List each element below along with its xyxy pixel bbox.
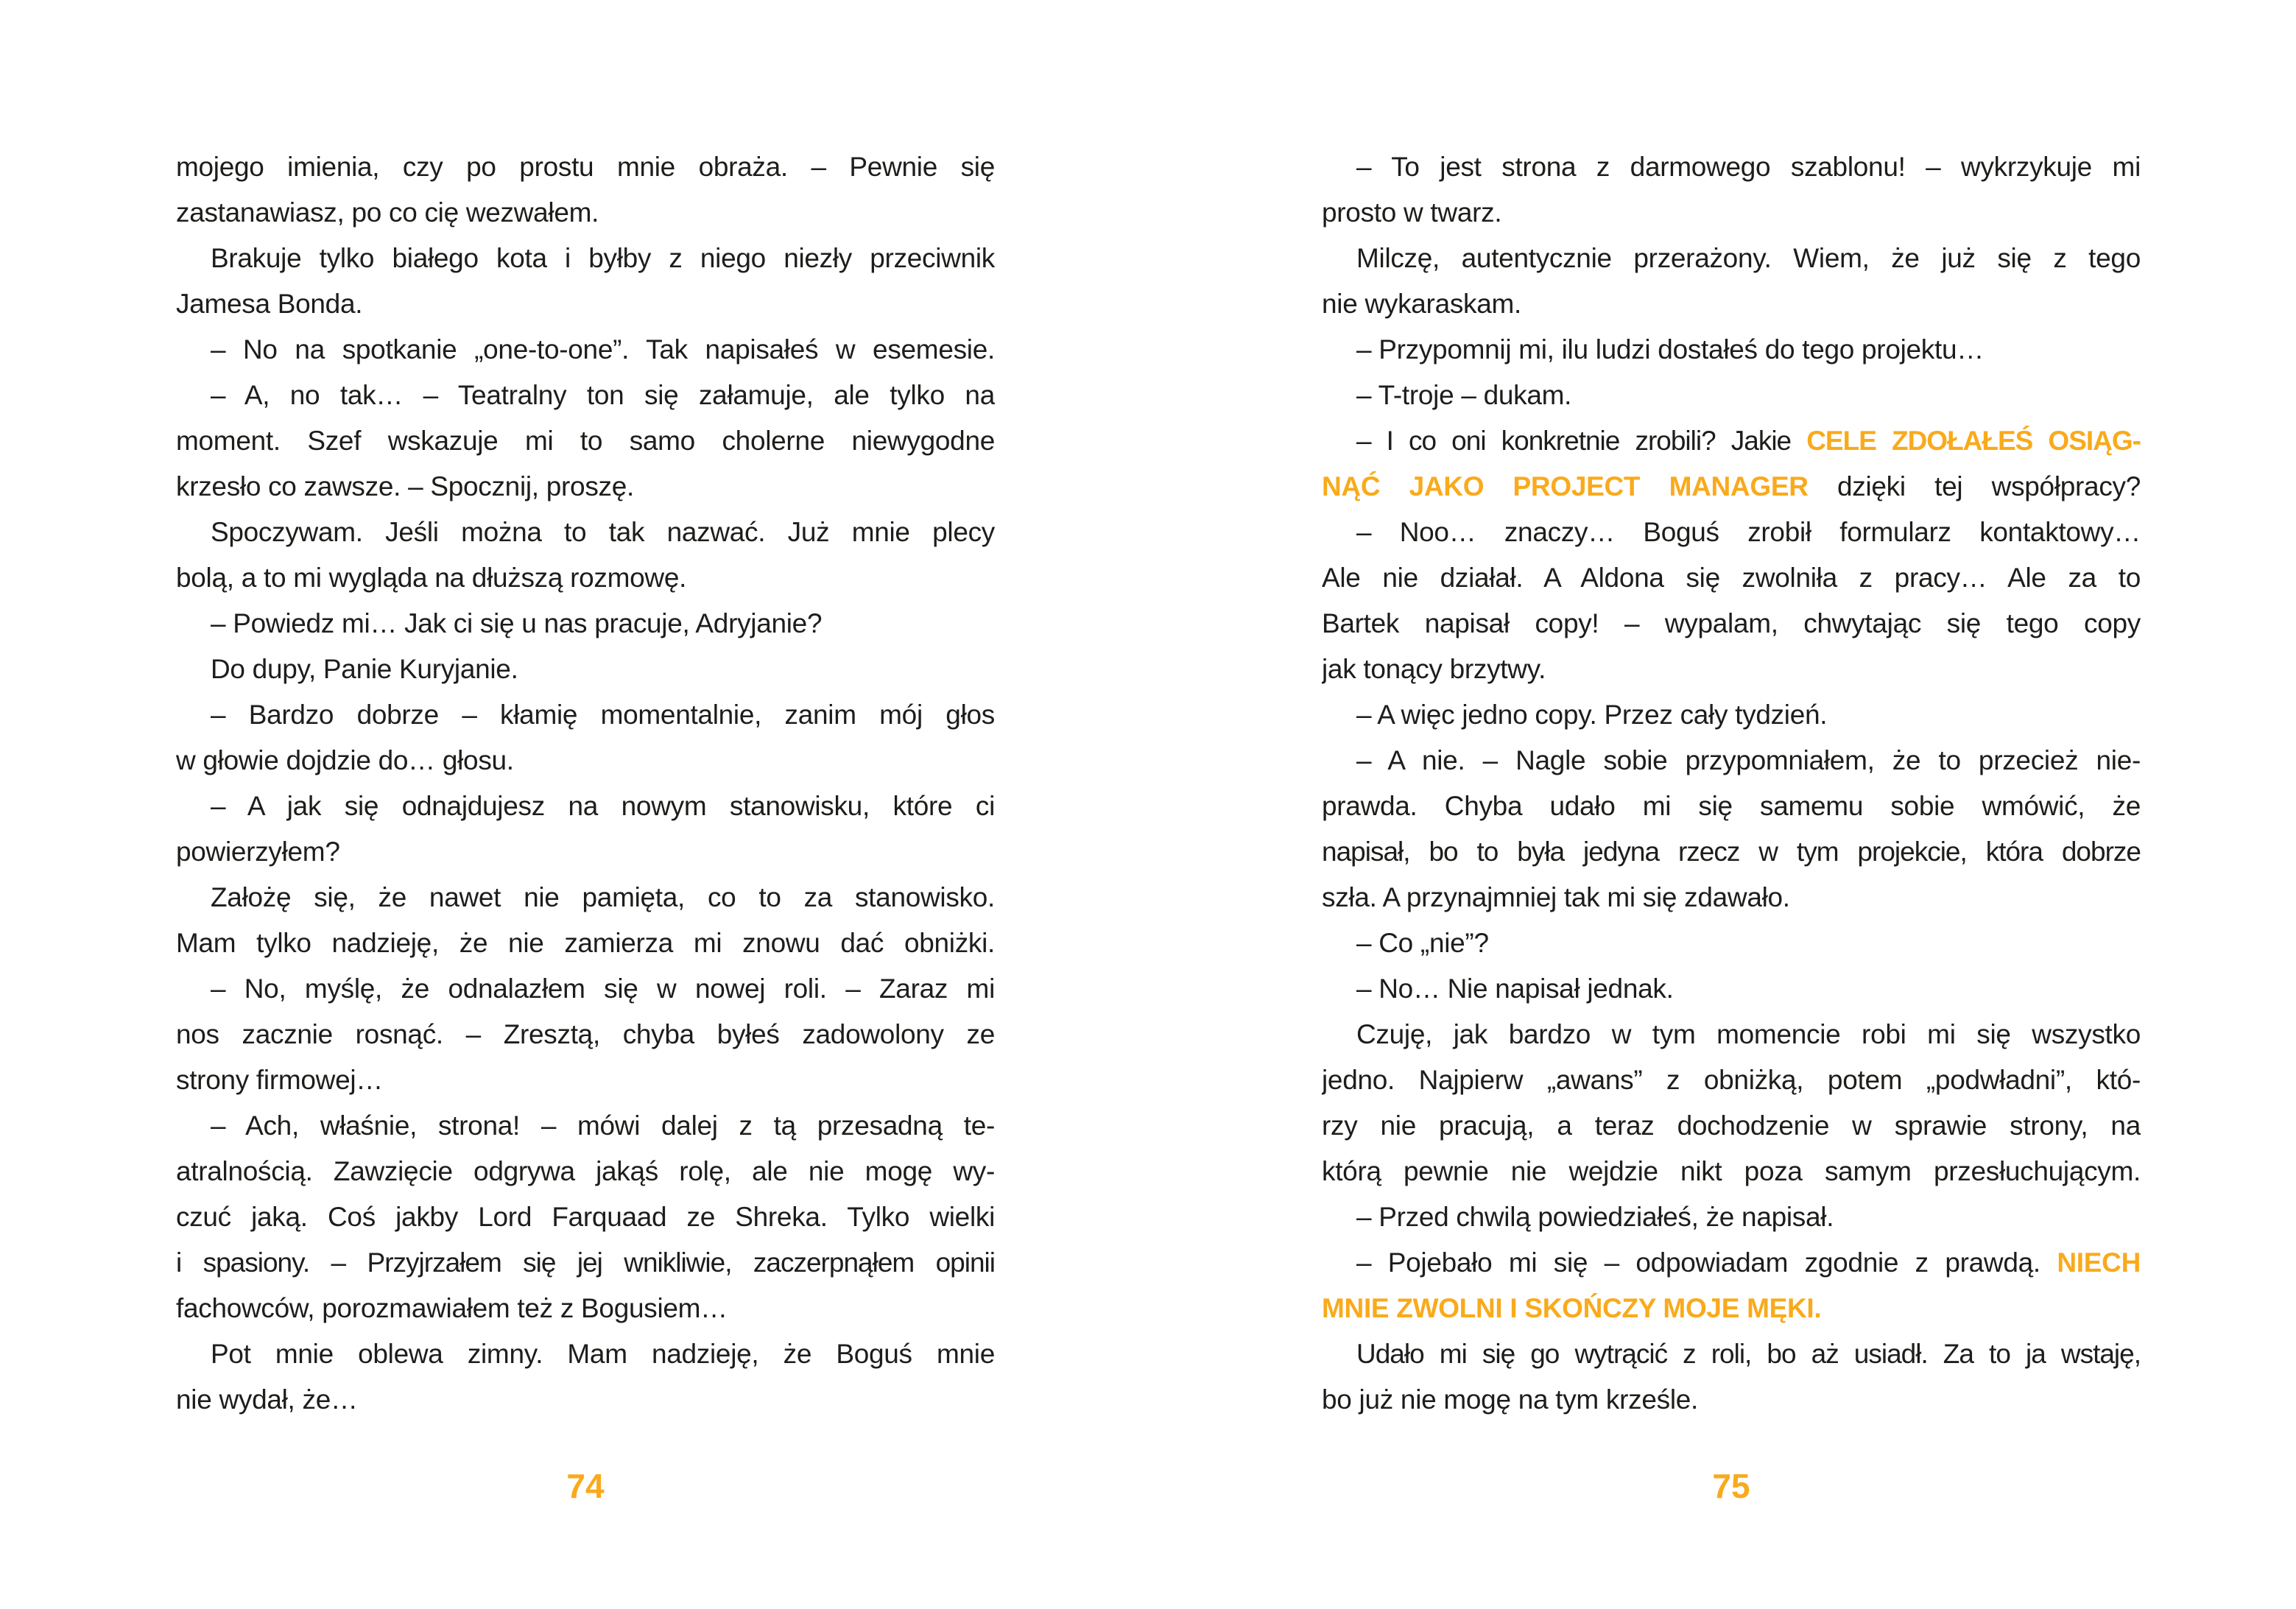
body-text: – Noo… znaczy… Boguś zrobił formularz kontaktowy… [1356, 517, 2141, 547]
body-text: jak tonący brzytwy. [1322, 654, 1546, 684]
body-text: – A nie. – Nagle sobie przypomniałem, że to przecież nie- [1356, 745, 2141, 775]
body-text: Brakuje tylko białego kota i byłby z niego niezły przeciwnik [211, 243, 995, 273]
text-line [1322, 1103, 2141, 1149]
text-line [1322, 829, 2141, 875]
body-text: szła. A przynajmniej tak mi się zdawało. [1322, 882, 1790, 912]
highlight-text: MNIE ZWOLNI I SKOŃCZY MOJE MĘKI. [1322, 1293, 1822, 1323]
body-text: Udało mi się go wytrącić z roli, bo aż usiadł. Za to ja wstaję, [1356, 1339, 2141, 1369]
text-line [176, 1149, 995, 1194]
text-line [176, 1194, 995, 1240]
text-line [176, 236, 995, 281]
highlight-text: NĄĆ JAKO PROJECT MANAGER [1322, 471, 1809, 501]
body-text: powierzyłem? [176, 837, 340, 867]
text-line [176, 829, 995, 875]
highlight-text: NIECH [2057, 1247, 2141, 1278]
body-text: czuć jaką. Coś jakby Lord Farquaad ze Shreka. Tylko wielki [176, 1202, 995, 1232]
text-line [1322, 1149, 2141, 1194]
body-text: Bartek napisał copy! – wypalam, chwytając się tego copy [1322, 608, 2141, 638]
text-line [176, 281, 995, 327]
text-line [1322, 784, 2141, 829]
text-line [176, 555, 995, 601]
text-line [176, 327, 995, 373]
body-text: Pot mnie oblewa zimny. Mam nadzieję, że Boguś mnie [211, 1339, 995, 1369]
body-text: Założę się, że nawet nie pamięta, co to za stanowisko. [211, 882, 995, 912]
text-line [1322, 144, 2141, 190]
text-line [1322, 1057, 2141, 1103]
body-text: – No, myślę, że odnalazłem się w nowej roli. – Zaraz mi [211, 974, 995, 1004]
body-text: prawda. Chyba udało mi się samemu sobie wmówić, że [1322, 791, 2141, 821]
text-line [1322, 373, 2141, 418]
body-text: – Co „nie”? [1356, 928, 1489, 958]
body-text: – No… Nie napisał jednak. [1356, 974, 1674, 1004]
body-text: nie wydał, że… [176, 1384, 358, 1415]
body-text: prosto w twarz. [1322, 197, 1502, 228]
body-text: nos zacznie rosnąć. – Zresztą, chyba byłeś zadowolony ze [176, 1019, 995, 1049]
text-line [176, 647, 995, 692]
text-line [1322, 1377, 2141, 1423]
text-line [1322, 1240, 2141, 1286]
text-line [176, 510, 995, 555]
text-line [176, 1286, 995, 1331]
body-text: – Przed chwilą powiedziałeś, że napisał. [1356, 1202, 1834, 1232]
text-line [1322, 1286, 2141, 1331]
body-text: bo już nie mogę na tym krześle. [1322, 1384, 1698, 1415]
body-text: atralnością. Zawzięcie odgrywa jakąś rolę, ale nie mogę wy- [176, 1156, 995, 1186]
text-line [176, 601, 995, 647]
text-line [1322, 920, 2141, 966]
body-text: strony firmowej… [176, 1065, 383, 1095]
text-line [1322, 647, 2141, 692]
body-text: – To jest strona z darmowego szablonu! – wykrzykuje mi [1356, 152, 2141, 182]
text-line [176, 966, 995, 1012]
text-line [1322, 1012, 2141, 1057]
text-line [176, 373, 995, 418]
text-line [176, 144, 995, 190]
body-text: – I co oni konkretnie zrobili? Jakie [1356, 426, 1807, 456]
body-text: dzięki tej współpracy? [1808, 471, 2141, 501]
text-line [176, 190, 995, 236]
body-text: Milczę, autentycznie przerażony. Wiem, że już się z tego [1356, 243, 2141, 273]
highlight-text: CELE ZDOŁAŁEŚ OSIĄG- [1806, 426, 2141, 456]
body-text: Mam tylko nadzieję, że nie zamierza mi znowu dać obniżki. [176, 928, 995, 958]
body-text: moment. Szef wskazuje mi to samo cholerne niewygodne [176, 426, 995, 456]
page-number: 74 [566, 1467, 605, 1505]
text-line [176, 1012, 995, 1057]
body-text: i spasiony. – Przyjrzałem się jej wnikliwie, zaczerpnąłem opinii [176, 1247, 995, 1278]
text-line [176, 1103, 995, 1149]
text-line [1322, 1194, 2141, 1240]
body-text: – Przypomnij mi, ilu ludzi dostałeś do tego projektu… [1356, 334, 1984, 365]
text-line [1322, 692, 2141, 738]
page-right-text-column [1322, 144, 2141, 1423]
body-text: – No na spotkanie „one-to-one”. Tak napisałeś w esemesie. [211, 334, 995, 365]
body-text: zastanawiasz, po co cię wezwałem. [176, 197, 599, 228]
body-text: fachowców, porozmawiałem też z Bogusiem… [176, 1293, 728, 1323]
body-text: Jamesa Bonda. [176, 289, 363, 319]
page-number: 75 [1712, 1467, 1750, 1505]
text-line [176, 738, 995, 784]
body-text: nie wykaraskam. [1322, 289, 1522, 319]
text-line [176, 920, 995, 966]
body-text: Czuję, jak bardzo w tym momencie robi mi się wszystko [1356, 1019, 2141, 1049]
text-line [1322, 966, 2141, 1012]
text-line [176, 692, 995, 738]
body-text: – Powiedz mi… Jak ci się u nas pracuje, Adryjanie? [211, 608, 823, 638]
text-line [1322, 1331, 2141, 1377]
text-line [176, 784, 995, 829]
body-text: bolą, a to mi wygląda na dłuższą rozmowę. [176, 563, 687, 593]
body-text: napisał, bo to była jedyna rzecz w tym projekcie, która dobrze [1322, 837, 2141, 867]
body-text: – Bardzo dobrze – kłamię momentalnie, zanim mój głos [211, 700, 995, 730]
body-text: jedno. Najpierw „awans” z obniżką, potem „podwładni”, któ- [1322, 1065, 2141, 1095]
body-text: którą pewnie nie wejdzie nikt poza samym przesłuchującym. [1322, 1156, 2141, 1186]
text-line [1322, 875, 2141, 920]
text-line [176, 418, 995, 464]
body-text: Do dupy, Panie Kuryjanie. [211, 654, 518, 684]
text-line [176, 464, 995, 510]
body-text: – A jak się odnajdujesz na nowym stanowisku, które ci [211, 791, 995, 821]
text-line [1322, 236, 2141, 281]
text-line [1322, 464, 2141, 510]
text-line [1322, 281, 2141, 327]
page-left-text-column [176, 144, 995, 1423]
body-text: – A, no tak… – Teatralny ton się załamuje, ale tylko na [211, 380, 995, 410]
text-line [176, 1057, 995, 1103]
text-line [1322, 190, 2141, 236]
body-text: mojego imienia, czy po prostu mnie obraża. – Pewnie się [176, 152, 995, 182]
body-text: Spoczywam. Jeśli można to tak nazwać. Już mnie plecy [211, 517, 995, 547]
text-line [1322, 555, 2141, 601]
text-line [176, 1377, 995, 1423]
text-line [176, 1331, 995, 1377]
text-line [1322, 327, 2141, 373]
body-text: Ale nie działał. A Aldona się zwolniła z pracy… Ale za to [1322, 563, 2141, 593]
text-line [176, 875, 995, 920]
text-line [1322, 418, 2141, 464]
body-text: – A więc jedno copy. Przez cały tydzień. [1356, 700, 1828, 730]
body-text: – T-troje – dukam. [1356, 380, 1572, 410]
body-text: – Ach, właśnie, strona! – mówi dalej z tą przesadną te- [211, 1110, 995, 1141]
text-line [1322, 601, 2141, 647]
text-line [1322, 738, 2141, 784]
body-text: – Pojebało mi się – odpowiadam zgodnie z prawdą. [1356, 1247, 2057, 1278]
text-line [1322, 510, 2141, 555]
body-text: rzy nie pracują, a teraz dochodzenie w sprawie strony, na [1322, 1110, 2141, 1141]
body-text: w głowie dojdzie do… głosu. [176, 745, 514, 775]
body-text: krzesło co zawsze. – Spocznij, proszę. [176, 471, 634, 501]
text-line [176, 1240, 995, 1286]
